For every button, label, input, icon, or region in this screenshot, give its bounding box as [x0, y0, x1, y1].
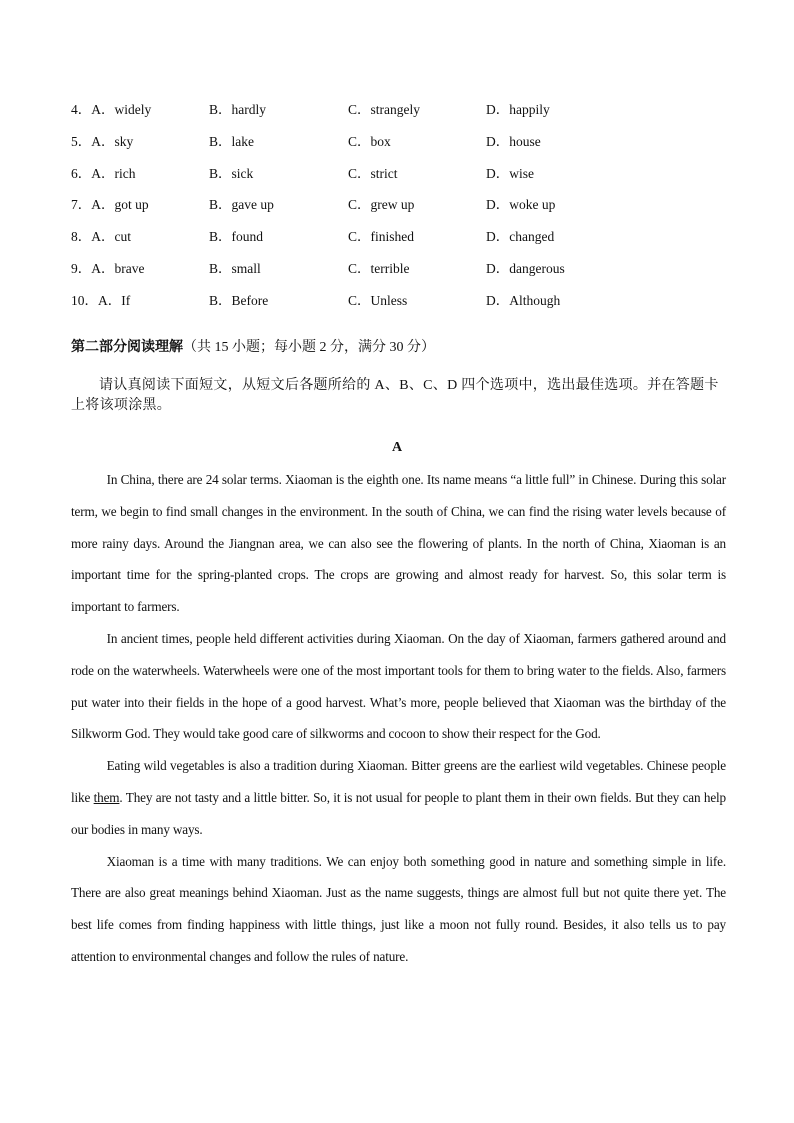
instruction-text: 请认真阅读下面短文，从短文后各题所给的 A、B、C、D 四个选项中，选出最佳选项。并在答题卡上将该项涂黑。 — [71, 378, 719, 413]
option-b: B．gave up — [209, 197, 274, 213]
option-a: 7．A．got up — [71, 197, 149, 213]
question-9-options — [71, 259, 731, 291]
reading-passage — [71, 464, 726, 973]
option-a: 10．A．If — [71, 292, 131, 308]
section-scoring-note: （共 15 小题；每小题 2 分，满分 30 分） — [183, 340, 435, 355]
question-10-options — [71, 291, 731, 323]
option-a: 4．A．widely — [71, 102, 152, 117]
option-d: D．woke up — [486, 197, 556, 213]
option-b: B．small — [209, 260, 261, 276]
option-a: 9．A．brave — [71, 260, 145, 276]
option-c: C．strangely — [348, 102, 420, 117]
option-b: B．hardly — [209, 102, 266, 117]
option-d: D．dangerous — [486, 260, 565, 276]
question-4-options — [71, 100, 731, 132]
paragraph-1: In China, there are 24 solar terms. Xiaoman is the eighth one. Its name means “a little full” in Chinese. During this solar term, we begin to find small changes in the environment. In the south of China, we can find the rising water levels because of more rainy days. Around the Jiangnan area, we can also see the flowering of plants. In the north of China, Xiaoman is an important time for the spring-planted crops. The crops are growing and almost ready for harvest. So, this solar term is important to farmers. — [71, 472, 726, 615]
option-a: 8．A．cut — [71, 229, 131, 245]
section-title: 第二部分阅读理解 — [71, 340, 183, 355]
option-b: B．sick — [209, 165, 254, 181]
option-c: C．box — [348, 133, 391, 149]
option-c: C．terrible — [348, 260, 410, 276]
option-a: 6．A．rich — [71, 165, 136, 181]
passage-label: A — [391, 440, 403, 455]
paragraph-3-text-start: Eating wild vegetables is also a tradition during Xiaoman. Bitter greens are the earliest wild vegetables. Chinese people like — [71, 758, 726, 805]
option-a: 5．A．sky — [71, 133, 134, 149]
question-7-options — [71, 195, 731, 227]
paragraph-3-text-end: . They are not tasty and a little bitter. So, it is not usual for people to plant them in their own fields. But they can help our bodies in many ways. — [71, 789, 727, 837]
option-d: D．Although — [486, 292, 561, 308]
option-d: D．happily — [486, 102, 550, 117]
question-5-options — [71, 132, 731, 164]
option-b: B．lake — [209, 133, 254, 149]
paragraph-2: In ancient times, people held different activities during Xiaoman. On the day of Xiaoman, farmers gathered around and rode on the waterwheels. Waterwheels were one of the most important tools for them to bring water to the fields. Also, farmers put water into their fields in the hope of a good harvest. What’s more, people believed that Xiaoman was the birthday of the Silkworm God. They would take good care of silkworms and cocoon to show their respect for the God. — [71, 630, 726, 742]
option-c: C．strict — [348, 165, 398, 181]
option-c: C．Unless — [348, 292, 408, 308]
paragraph-4: Xiaoman is a time with many traditions. We can enjoy both something good in nature and something simple in life. There are also great meanings behind Xiaoman. Just as the name suggests, things are almost full but not quite there yet. The best life comes from finding happiness with little things, just like a moon not fully round. Besides, it also tells us to pay attention to environmental changes and follow the rules of nature. — [71, 853, 726, 964]
question-8-options — [71, 227, 731, 259]
question-6-options — [71, 164, 731, 196]
option-c: C．finished — [348, 229, 414, 245]
option-b: B．Before — [209, 292, 269, 308]
answer-options — [71, 100, 731, 323]
option-c: C．grew up — [348, 197, 415, 213]
section-heading — [71, 338, 731, 358]
paragraph-3 — [71, 750, 726, 845]
underlined-word: them — [93, 789, 120, 805]
option-b: B．found — [209, 229, 263, 245]
option-d: D．changed — [486, 229, 555, 245]
option-d: D．wise — [486, 165, 534, 181]
option-d: D．house — [486, 133, 541, 149]
